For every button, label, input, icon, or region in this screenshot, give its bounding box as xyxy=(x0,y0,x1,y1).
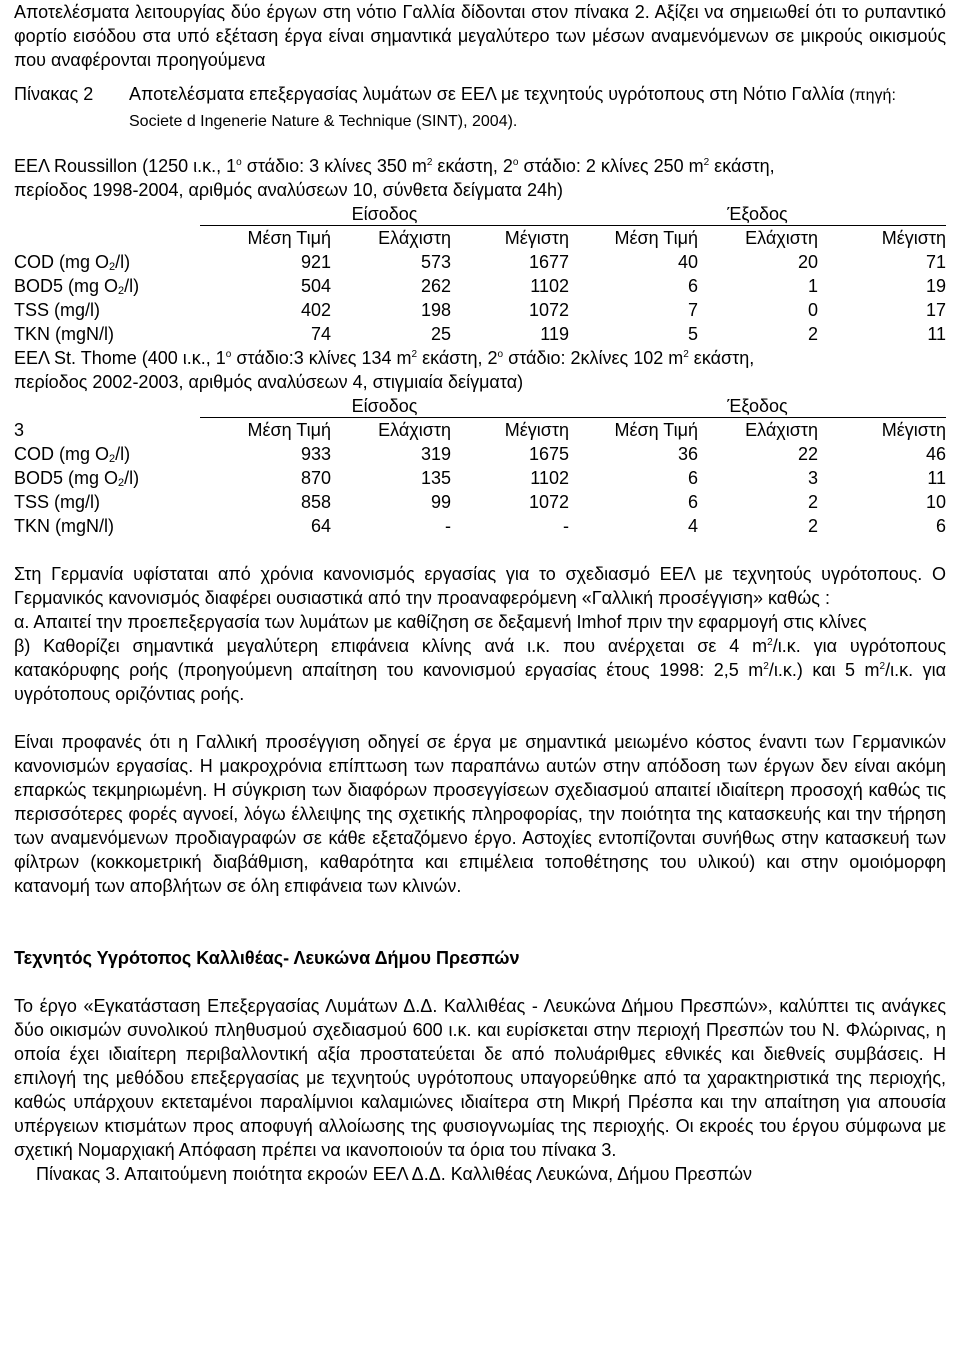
column-header: Μέγιστη xyxy=(504,228,569,248)
site2-desc-line1: ΕΕΛ St. Thome (400 ι.κ., $1^o$ στάδιο:3 κλίνες 134 $m^2$ εκάστη, $2^o$ στάδιο: 2κλίνες 102 $m^2$ εκάστη, xyxy=(14,348,755,368)
table2-caption xyxy=(14,82,946,134)
column-header: Ελάχιστη xyxy=(378,420,451,440)
column-header: Ελάχιστη xyxy=(378,228,451,248)
site2-inlet-header: Είσοδος xyxy=(200,394,569,418)
table-cell: 1675 xyxy=(528,444,569,464)
table-cell: 71 xyxy=(925,252,946,272)
table-cell: 7 xyxy=(687,300,698,320)
parameter-cell: COD (mg $O_2/l$) xyxy=(14,444,131,465)
table-cell: 1102 xyxy=(530,468,569,488)
column-header: Μέση Τιμή xyxy=(247,228,331,248)
germany-paragraph: Στη Γερμανία υφίσταται από χρόνια κανονισμός εργασίας για το σχεδιασμό ΕΕΛ με τεχνητούς υγρότοπους. Ο Γερμανικός κανονισμός διαφέρει ουσιαστικά από την προαναφερόμενη «Γαλλική προσέγγιση» καθώς : xyxy=(14,564,946,608)
parameter-cell: COD (mg $O_2/l$) xyxy=(14,252,131,273)
germany-section xyxy=(14,562,946,706)
parameter-cell: TSS (mg/l) xyxy=(14,492,101,512)
table2-source: (πηγή: Societe d Ingenerie Nature & Technique (SINT), 2004). xyxy=(129,87,896,130)
table-cell: 99 xyxy=(430,492,451,512)
table-cell: 17 xyxy=(925,300,946,320)
table-cell: 20 xyxy=(797,252,818,272)
section-heading: Τεχνητός Υγρότοπος Καλλιθέας- Λευκώνα Δήμου Πρεσπών xyxy=(14,948,520,968)
table-cell: 119 xyxy=(540,324,569,344)
parameter-cell: TKN (mgN/l) xyxy=(14,516,114,536)
table-cell: 19 xyxy=(925,276,946,296)
parameter-cell: TKN (mgN/l) xyxy=(14,324,114,344)
table-cell: 1 xyxy=(807,276,818,296)
table-cell: 3 xyxy=(807,468,818,488)
table-cell: 1072 xyxy=(528,300,569,320)
table-cell: 4 xyxy=(687,516,698,536)
intro-paragraph: Αποτελέσματα λειτουργίας δύο έργων στη νότιο Γαλλία δίδονται στον πίνακα 2. Αξίζει να σημειωθεί ότι το ρυπαντικό φορτίο εισόδου στα υπό εξέταση έργα είναι σημαντικά μεγαλύτερο των μέσων αναμενόμενων σε μικρούς οικισμούς που αναφέρονται προηγούμενα xyxy=(14,2,946,70)
table-cell: - xyxy=(563,516,569,536)
table-cell: 22 xyxy=(797,444,818,464)
site1-table xyxy=(14,202,946,346)
table-cell: 6 xyxy=(687,492,698,512)
table-cell: 870 xyxy=(300,468,331,488)
table-cell: 135 xyxy=(420,468,451,488)
site1-description xyxy=(14,154,946,202)
column-header: Μέγιστη xyxy=(881,228,946,248)
table-cell: 74 xyxy=(310,324,331,344)
column-header: Ελάχιστη xyxy=(745,420,818,440)
table-cell: 6 xyxy=(935,516,946,536)
column-header: Ελάχιστη xyxy=(745,228,818,248)
table-cell: - xyxy=(445,516,451,536)
site2-corner: 3 xyxy=(14,420,25,440)
table-cell: 504 xyxy=(300,276,331,296)
table-cell: 2 xyxy=(807,324,818,344)
germany-point-b: β) Καθορίζει σημαντικά μεγαλύτερη επιφάνεια κλίνης ανά ι.κ. που ανέρχεται σε 4 $m^2/\iota.\kappa$. για υγρότοπους κατακόρυφης ροής (προηγούμενη απαίτηση του κανονισμού εργασίας έτους 1998: 2,5 $m^2/\iota.\kappa$.) και 5 $m^2/\iota.\kappa$. για υγρότοπους οριζόντιας ροής. xyxy=(14,636,946,704)
table2-title: Αποτελέσματα επεξεργασίας λυμάτων σε ΕΕΛ με τεχνητούς υγρότοπους στη Νότιο Γαλλία xyxy=(129,84,845,104)
project-paragraph: Το έργο «Εγκατάσταση Επεξεργασίας Λυμάτων Δ.Δ. Καλλιθέας - Λευκώνα Δήμου Πρεσπών», καλύπτει τις ανάγκες δύο οικισμών συνολικού πληθυσμού σχεδιασμού 600 ι.κ. και ευρίσκεται στην περιοχή Πρεσπών του Ν. Φλώρινας, η οποία έχει ιδιαίτερη περιβαλλοντική αξία προστατεύεται δε από πολυάριθμες εθνικές και διεθνείς συμβάσεις. Η επιλογή της μεθόδου επεξεργασίας με τεχνητούς υγρότοπους υπαγορεύθηκε από τα χαρακτηριστικά της περιοχής, καθώς υπάρχουν εκτεταμένοι παραλίμνιοι καλαμιώνες ιδιαίτερα στη Μικρή Πρέσπα και την απαίτηση για απουσία υπέργειων κτισμάτων προς αποφυγή αλλοίωσης της φυσιογνωμίας της περιοχής. Οι εκροές του έργου σύμφωνα με σχετική Νομαρχιακή Απόφαση πρέπει να ικανοποιούν τα όρια του πίνακα 3. xyxy=(14,996,946,1160)
site1-desc-line2: περίοδος 1998-2004, αριθμός αναλύσεων 10, σύνθετα δείγματα 24h) xyxy=(14,180,563,200)
comparison-paragraph: Είναι προφανές ότι η Γαλλική προσέγγιση οδηγεί σε έργα με σημαντικά μειωμένο κόστος έναντι των Γερμανικών κανονισμών εργασίας. Η μακροχρόνια επίπτωση των παραπάνω αυτών στην απόδοση των έργων δεν είναι ακόμη επαρκώς τεκμηριωμένη. Η σύγκριση των διαφόρων προσεγγίσεων σχεδιασμού απαιτεί ιδιαίτερη προσοχή καθώς τις περισσότερες φορές αγνοεί, λόγω έλλειψης της σχετικής πληροφορίας, την ποιότητα της κατασκευής και την τήρηση των αναμενόμενων προδιαγραφών σε κάθε εξεταζόμενο έργο. Αστοχίες εντοπίζονται συνήθως στην κατασκευή των φίλτρων (κοκκομετρική διαβάθμιση, καθαρότητα και επιμέλεια τοποθέτησης του υλικού) και στην ομοιόμορφη κατανομή των αποβλήτων σε όλη επιφάνεια των κλινών. xyxy=(14,732,946,896)
table-cell: 1677 xyxy=(528,252,569,272)
table2-label: Πίνακας 2 xyxy=(14,84,94,104)
table-cell: 2 xyxy=(807,516,818,536)
table-cell: 36 xyxy=(677,444,698,464)
column-header: Μέγιστη xyxy=(881,420,946,440)
table-cell: 5 xyxy=(687,324,698,344)
site1-desc-line1: ΕΕΛ Roussillon (1250 ι.κ., $1^o$ στάδιο: 3 κλίνες 350 $m^2$ εκάστη, $2^o$ στάδιο: 2 κλίνες 250 $m^2$ εκάστη, xyxy=(14,156,775,176)
table-cell: 11 xyxy=(927,324,946,344)
site1-inlet-header: Είσοδος xyxy=(200,202,569,226)
column-header: Μέση Τιμή xyxy=(247,420,331,440)
column-header: Μέγιστη xyxy=(504,420,569,440)
parameter-cell: TSS (mg/l) xyxy=(14,300,101,320)
site1-corner xyxy=(14,226,200,250)
table-cell: 1072 xyxy=(528,492,569,512)
table-cell: 1102 xyxy=(530,276,569,296)
document-page xyxy=(14,0,946,1186)
column-header: Μέση Τιμή xyxy=(614,228,698,248)
site1-outlet-header: Έξοδος xyxy=(569,202,946,226)
germany-point-a: α. Απαιτεί την προεπεξεργασία των λυμάτων με καθίζηση σε δεξαμενή Imhof πριν την εφαρμογή στις κλίνες xyxy=(14,612,867,632)
table-cell: 40 xyxy=(677,252,698,272)
table-cell: 262 xyxy=(420,276,451,296)
table-cell: 64 xyxy=(310,516,331,536)
table-cell: 6 xyxy=(687,276,698,296)
table-cell: 2 xyxy=(807,492,818,512)
column-header: Μέση Τιμή xyxy=(614,420,698,440)
table-cell: 25 xyxy=(430,324,451,344)
table-cell: 198 xyxy=(420,300,451,320)
table-cell: 11 xyxy=(927,468,946,488)
table-cell: 573 xyxy=(420,252,451,272)
table-cell: 858 xyxy=(300,492,331,512)
table-cell: 402 xyxy=(300,300,331,320)
table-cell: 6 xyxy=(687,468,698,488)
table-cell: 319 xyxy=(420,444,451,464)
table-cell: 10 xyxy=(925,492,946,512)
site2-outlet-header: Έξοδος xyxy=(569,394,946,418)
table3-caption: Πίνακας 3. Απαιτούμενη ποιότητα εκροών ΕΕΛ Δ.Δ. Καλλιθέας Λευκώνα, Δήμου Πρεσπών xyxy=(36,1164,753,1184)
site2-description xyxy=(14,346,946,394)
table-cell: 921 xyxy=(300,252,331,272)
parameter-cell: BOD5 (mg $O_2/l$) xyxy=(14,276,140,297)
table-cell: 46 xyxy=(925,444,946,464)
table2-title-block xyxy=(129,82,946,134)
site2-desc-line2: περίοδος 2002-2003, αριθμός αναλύσεων 4, στιγμιαία δείγματα) xyxy=(14,372,524,392)
parameter-cell: BOD5 (mg $O_2/l$) xyxy=(14,468,140,489)
table-cell: 933 xyxy=(300,444,331,464)
site2-table xyxy=(14,394,946,538)
table-cell: 0 xyxy=(807,300,818,320)
